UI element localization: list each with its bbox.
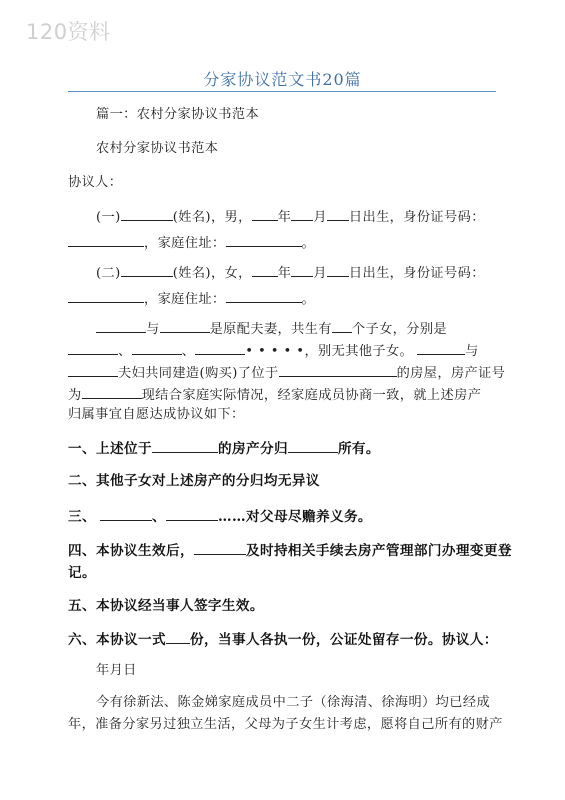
text-segment: 年 [277, 210, 292, 225]
blank-field [68, 232, 144, 247]
blank-field [252, 206, 278, 221]
clause-four [68, 540, 512, 560]
blank-field [152, 438, 218, 453]
clause-five: 五、本协议经当事人签字生效。 [68, 598, 264, 614]
blank-field [132, 340, 182, 355]
paragraph-line [68, 384, 508, 405]
text-segment: 日出生，身份证号码： [348, 266, 485, 281]
text-segment: 与 [146, 322, 160, 337]
text-segment: 份，当事人各执一份，公证处留存一份。协议人： [189, 632, 498, 648]
text-segment: 四、本协议生效后， [68, 543, 194, 559]
text-segment: 六、本协议一式 [68, 632, 166, 648]
blank-field [121, 262, 173, 277]
blank-field [160, 318, 210, 333]
document-title: 分家协议范文书20篇 [203, 70, 362, 89]
text-segment: 日出生，身份证号码： [348, 210, 485, 225]
party-one-address-line [68, 232, 508, 253]
text-segment: • • • • •，别无其他子女。 [245, 344, 414, 359]
text-segment: 年 [277, 266, 292, 281]
section-heading: 篇一：农村分家协议书范本 [96, 107, 260, 122]
text-segment: ，家庭住址： [144, 236, 226, 251]
text-segment: ，家庭住址： [144, 292, 226, 307]
blank-field [166, 629, 190, 644]
subheading: 农村分家协议书范本 [96, 141, 219, 156]
paragraph-line: 今有徐新法、陈金娣家庭成员中二子（徐海清、徐海明）均已经成 [96, 695, 491, 710]
blank-field [195, 340, 245, 355]
paragraph-line [68, 340, 508, 361]
blank-field [82, 384, 142, 399]
title-divider [68, 91, 496, 92]
text-segment: (姓名)，男， [172, 210, 252, 225]
paragraph-line [68, 362, 508, 383]
text-segment: 现结合家庭实际情况，经家庭成员协商一致，就上述房产 [141, 388, 482, 403]
party-one-index: (一) [96, 210, 121, 225]
text-segment: 、 [181, 344, 196, 359]
clause-three [68, 506, 508, 526]
text-segment: ……对父母尽赡养义务。 [218, 509, 372, 525]
blank-field [121, 206, 173, 221]
party-one-line [96, 206, 536, 227]
blank-field [68, 340, 118, 355]
text-segment: 夫妇共同建造(购买)了位于 [118, 366, 279, 381]
blank-field [288, 438, 338, 453]
party-two-index: (二) [96, 266, 121, 281]
clause-six [68, 629, 508, 649]
text-segment: 。 [301, 292, 316, 307]
clause-two: 二、其他子女对上述房产的分归均无异议 [68, 473, 320, 489]
blank-field [327, 262, 349, 277]
blank-field [194, 540, 246, 555]
blank-field [68, 362, 118, 377]
blank-field [291, 262, 313, 277]
clause-four-continued: 记。 [68, 565, 96, 581]
blank-field [279, 362, 397, 377]
text-segment: 为 [68, 388, 82, 403]
text-segment: 三、 [68, 509, 96, 525]
text-segment: 月 [313, 210, 327, 225]
text-segment: 一、上述位于 [68, 441, 152, 457]
text-segment: 的房屋，房产证号 [396, 366, 506, 381]
text-segment: 、 [152, 509, 166, 525]
paragraph-line: 年，准备分家另过独立生活，父母为子女生计考虑，愿将自己所有的财产 [68, 717, 503, 732]
paragraph-line [96, 318, 536, 339]
text-segment: 所有。 [337, 441, 380, 457]
blank-field [252, 262, 278, 277]
text-segment: 的房产分归 [217, 441, 288, 457]
blank-field [417, 340, 465, 355]
text-segment: 是原配夫妻，共生有 [209, 322, 332, 337]
paragraph-line: 归属事宜自愿达成协议如下： [68, 407, 245, 422]
party-two-line [96, 262, 536, 283]
blank-field [226, 232, 302, 247]
blank-field [96, 318, 146, 333]
date-line: 年月日 [96, 663, 137, 678]
blank-field [166, 506, 218, 521]
blank-field [68, 288, 144, 303]
text-segment: 与 [465, 344, 479, 359]
blank-field [100, 506, 152, 521]
blank-field [332, 318, 352, 333]
watermark-logo: 120资料 [26, 20, 111, 44]
blank-field [226, 288, 302, 303]
clause-one [68, 438, 508, 458]
text-segment: 、 [118, 344, 132, 359]
text-segment: 个子女，分别是 [351, 322, 448, 337]
blank-field [327, 206, 349, 221]
text-segment: (姓名)，女， [172, 266, 252, 281]
party-two-address-line [68, 288, 508, 309]
blank-field [291, 206, 313, 221]
parties-label: 协议人： [68, 175, 123, 190]
text-segment: 及时持相关手续去房产管理部门办理变更登 [245, 543, 512, 559]
text-segment: 。 [301, 236, 316, 251]
text-segment: 月 [313, 266, 327, 281]
